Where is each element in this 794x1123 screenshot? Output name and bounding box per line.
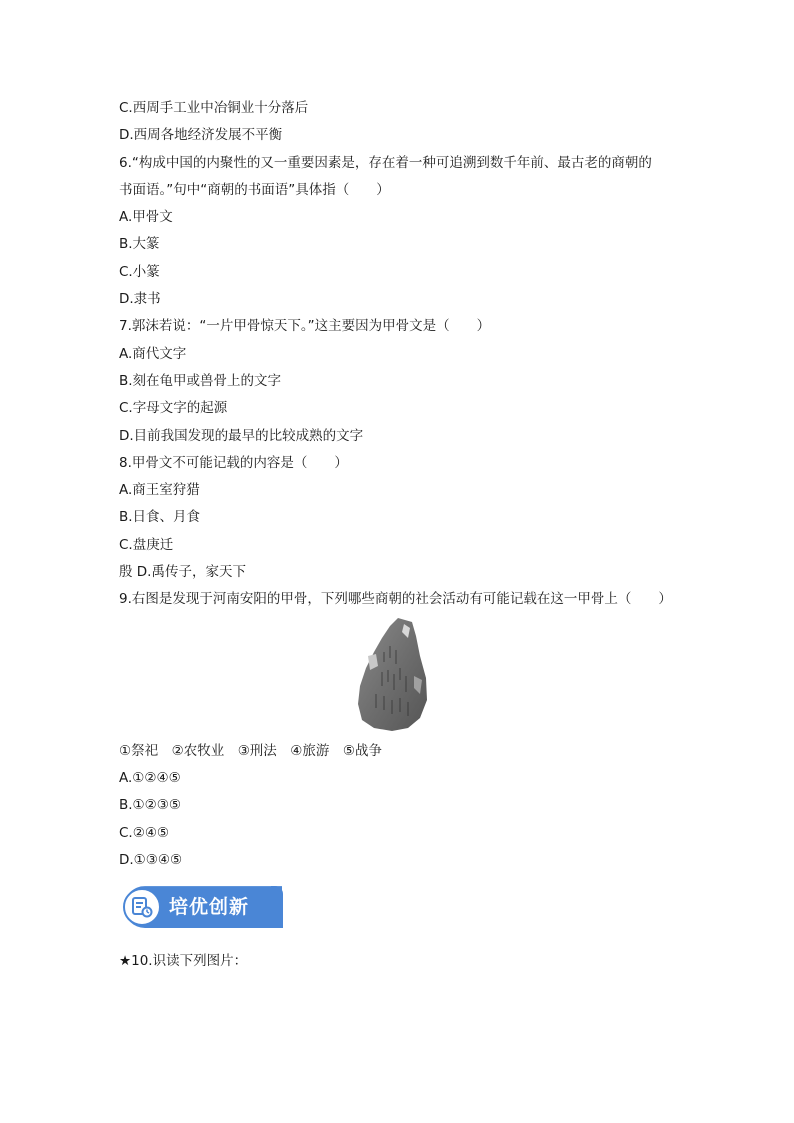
worksheet-page — [119, 95, 689, 975]
question-10-stem: ★10.识读下列图片： — [119, 953, 248, 970]
question-6-stem: 6.“构成中国的内聚性的又一重要因素是，存在着一种可追溯到数千年前、最古老的商朝的 — [119, 154, 652, 171]
option-b: B.日食、月食 — [119, 509, 201, 526]
option-a: A.商代文字 — [119, 345, 187, 362]
option-d: D.①③④⑤ — [119, 851, 183, 868]
option-a: A.甲骨文 — [119, 209, 173, 226]
oracle-bone-figure — [119, 614, 689, 738]
option-d: D.隶书 — [119, 291, 161, 308]
option-d: 殷 D.禹传子，家天下 — [119, 564, 246, 581]
banner-tail — [271, 886, 283, 928]
text-line: D.西周各地经济发展不平衡 — [119, 127, 283, 144]
notes-icon — [123, 888, 161, 926]
question-8-stem: 8.甲骨文不可能记载的内容是（ ） — [119, 454, 348, 471]
text-line: C.西周手工业中冶铜业十分落后 — [119, 100, 309, 116]
option-c: C.小篆 — [119, 263, 160, 280]
option-c: C.②④⑤ — [119, 824, 170, 841]
option-b: B.①②③⑤ — [119, 797, 181, 814]
question-9-items: ①祭祀 ②农牧业 ③刑法 ④旅游 ⑤战争 — [119, 742, 383, 759]
option-c: C.字母文字的起源 — [119, 400, 228, 417]
question-9-stem: 9.右图是发现于河南安阳的甲骨，下列哪些商朝的社会活动有可能记载在这一甲骨上（ ） — [119, 591, 672, 608]
option-c: C.盘庚迁 — [119, 536, 174, 553]
oracle-bone-image — [354, 616, 428, 732]
option-b: B.刻在龟甲或兽骨上的文字 — [119, 372, 282, 389]
option-a: A.①②④⑤ — [119, 769, 181, 786]
section-banner — [119, 886, 689, 954]
question-7-stem: 7.郭沫若说：“一片甲骨惊天下。”这主要因为甲骨文是（ ） — [119, 318, 491, 335]
option-b: B.大篆 — [119, 236, 160, 253]
section-title: 培优创新 — [169, 896, 250, 919]
option-d: D.目前我国发现的最早的比较成熟的文字 — [119, 427, 364, 444]
option-a: A.商王室狩猎 — [119, 482, 200, 499]
question-6-stem-cont: 书面语。”句中“商朝的书面语”具体指（ ） — [119, 181, 390, 198]
